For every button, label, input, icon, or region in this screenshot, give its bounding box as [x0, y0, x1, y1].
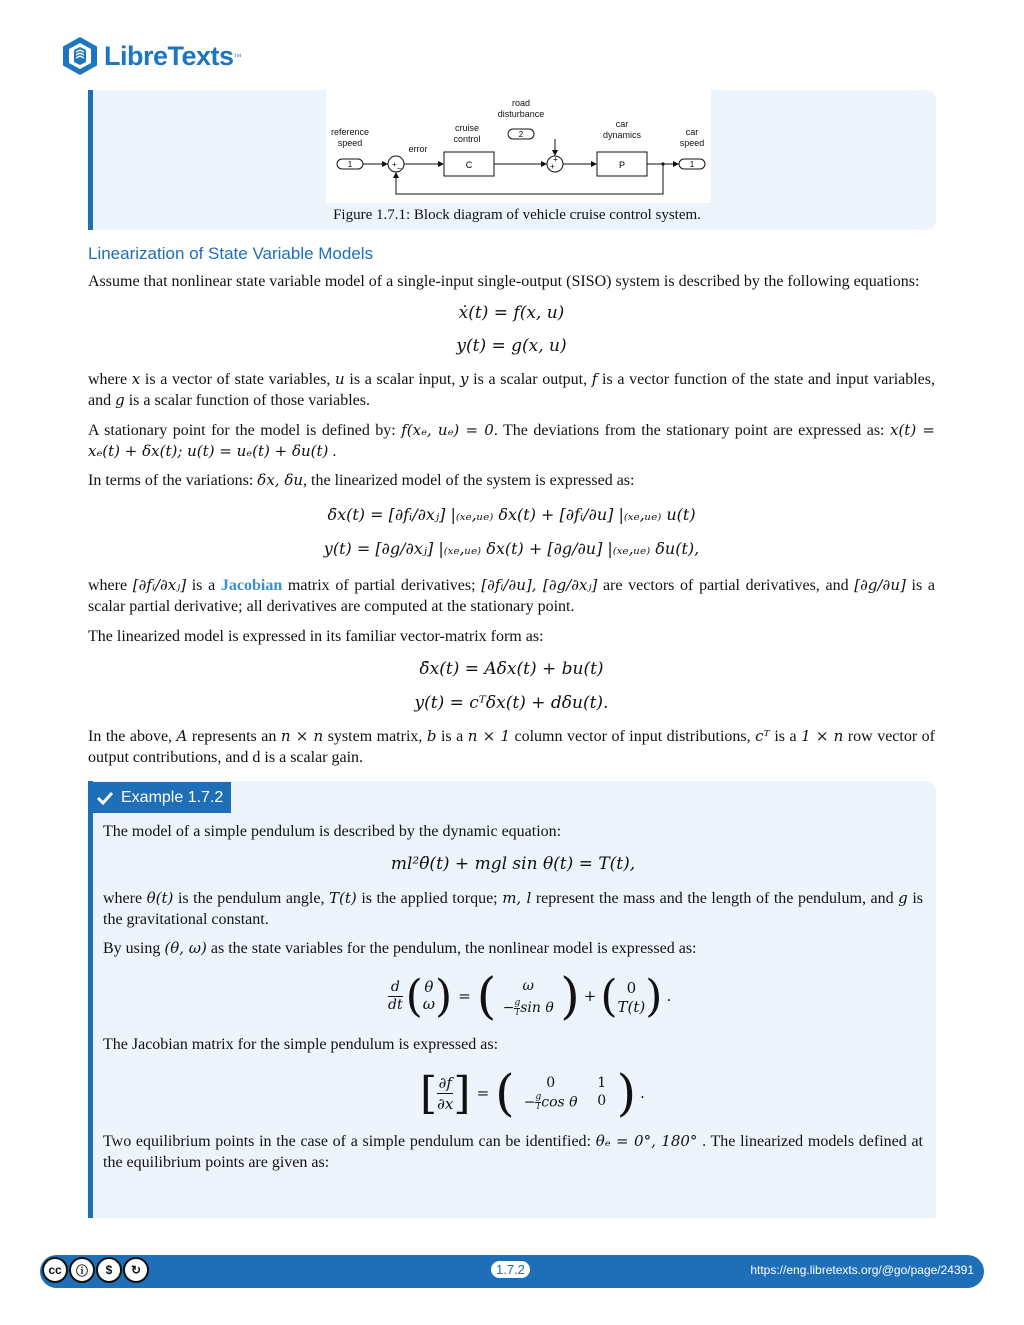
sa-icon: ↻ [123, 1257, 149, 1283]
equation-vector-state: δ̇x(t) = Aδx(t) + bu(t) [419, 659, 604, 679]
label-speed-out: speed [679, 138, 705, 148]
example-paragraph-model: The model of a simple pendulum is described by the dynamic equation: [103, 823, 562, 840]
figure-container [88, 90, 936, 230]
by-icon: ⓘ [69, 1257, 95, 1283]
example-title: Example 1.7.2 [121, 788, 224, 806]
checkmark-icon [97, 791, 113, 805]
equation-output: y(t) = g(x, u) [456, 336, 567, 356]
equation-state: ẋ(t) = f(x, u) [458, 303, 565, 323]
example-paragraph-equilibrium: Two equilibrium points in the case of a simple pendulum can be identified: θₑ = 0°, 180° . The linearized models defined at the equilibrium points are given as: [103, 1132, 924, 1171]
logo-trademark: ™ [233, 51, 242, 61]
example-equation-pendulum: ml²θ̈(t) + mgl sin θ(t) = T(t), [390, 854, 636, 874]
input-port-2-label: 2 [518, 130, 524, 139]
cc-license-badge[interactable] [42, 1257, 150, 1283]
sum1-minus: − [397, 164, 402, 173]
label-speed: speed [337, 138, 363, 148]
paragraph-variations: In terms of the variations: δx, δu, the linearized model of the system is expressed as: [88, 471, 635, 489]
example-paragraph-where: where θ(t) is the pendulum angle, T(t) is the applied torque; m, l represent the mass and the length of the pendulum, and g is the gravitational constant. [103, 889, 924, 928]
paragraph-intro: Assume that nonlinear state variable model of a single-input single-output (SISO) system is described by the following equations: [88, 273, 920, 290]
sum2-plus-left: + [550, 162, 555, 171]
label-disturbance: disturbance [497, 109, 545, 119]
example-paragraph-state-vars: By using (θ, ω) as the state variables for the pendulum, the nonlinear model is expressed as: [103, 939, 697, 957]
jacobian-link[interactable]: Jacobian [220, 577, 283, 594]
paragraph-matrices: In the above, A represents an n × n system matrix, b is a n × 1 column vector of input distributions, cᵀ is a 1 × n row vector of output contributions, and d is a scalar gain. [88, 727, 935, 766]
paragraph-stationary: A stationary point for the model is defined by: f(xₑ, uₑ) = 0. The deviations from the stationary point are expressed as: x(t) = xₑ(t) + δx(t); u(t) = uₑ(t) + δu(t) . [88, 421, 935, 460]
label-error: error [408, 144, 428, 154]
libretexts-logo[interactable] [62, 36, 241, 76]
input-port-1-label: 1 [347, 160, 353, 169]
nc-icon: $ [96, 1257, 122, 1283]
cc-icon: cc [42, 1257, 68, 1283]
page-footer [40, 1255, 984, 1288]
label-reference: reference [330, 127, 370, 137]
controller-block-label: C [465, 160, 473, 170]
section-heading: Linearization of State Variable Models [88, 244, 374, 263]
plant-block-label: P [618, 160, 626, 170]
page-number: 1.7.2 [491, 1261, 530, 1278]
label-cruise: cruise [454, 123, 480, 133]
label-dynamics: dynamics [602, 130, 642, 140]
output-port-1-label: 1 [689, 160, 695, 169]
block-diagram-svg [326, 90, 711, 203]
example-paragraph-jacobian: The Jacobian matrix for the simple pendulum is expressed as: [103, 1036, 499, 1053]
equation-linearized-output: y(t) = [∂g/∂xⱼ] |₍ₓₑ,ᵤₑ₎ δx(t) + [∂g/∂u] |₍ₓₑ,ᵤₑ₎ δu(t), [323, 539, 700, 558]
example-equation-nonlinear: $\frac{d}{dt}$ ( θ ω ) = ( ω − $\frac{g}{l}$ sin θ ) + ( 0 T(t) ) . [388, 967, 672, 1025]
equation-linearized-state: δ̇x(t) = [∂fᵢ/∂xⱼ] |₍ₓₑ,ᵤₑ₎ δx(t) + [∂fᵢ/∂u] |₍ₓₑ,ᵤₑ₎ u(t) [327, 505, 696, 524]
sum1-plus: + [392, 160, 397, 169]
libretexts-hexagon-icon [62, 36, 98, 76]
cruise-control-block-diagram [326, 90, 711, 203]
paragraph-jacobian: where [∂fᵢ/∂xⱼ] is a Jacobian matrix of partial derivatives; [∂fᵢ/∂u], [∂g/∂xⱼ] are vectors of partial derivatives, and [∂g/∂u] is a scalar partial derivative; all derivatives are computed at the stationary point. [88, 576, 935, 615]
label-car-out: car [685, 127, 699, 137]
example-equation-jacobian: [ $\frac{\partial f}{\partial x}$ ] = ( 0 1 − $\frac{g}{l}$ cos θ 0 ) . [420, 1064, 645, 1122]
label-control: control [453, 134, 481, 144]
label-road: road [511, 98, 531, 108]
logo-wordmark: LibreTexts [104, 40, 234, 71]
figure-caption: Figure 1.7.1: Block diagram of vehicle cruise control system. [333, 207, 701, 223]
page-url-link[interactable]: https://eng.libretexts.org/@go/page/24391 [750, 1263, 974, 1277]
paragraph-vector-form: The linearized model is expressed in its familiar vector-matrix form as: [88, 628, 544, 645]
label-car: car [615, 119, 629, 129]
equation-vector-output: y(t) = cᵀδx(t) + dδu(t). [414, 693, 609, 713]
example-tag [88, 782, 231, 813]
sum2-plus-top: + [553, 155, 558, 164]
paragraph-where: where x is a vector of state variables, u is a scalar input, y is a scalar output, f is a vector function of the state and input variables, and g is a scalar function of those variables. [88, 370, 936, 409]
